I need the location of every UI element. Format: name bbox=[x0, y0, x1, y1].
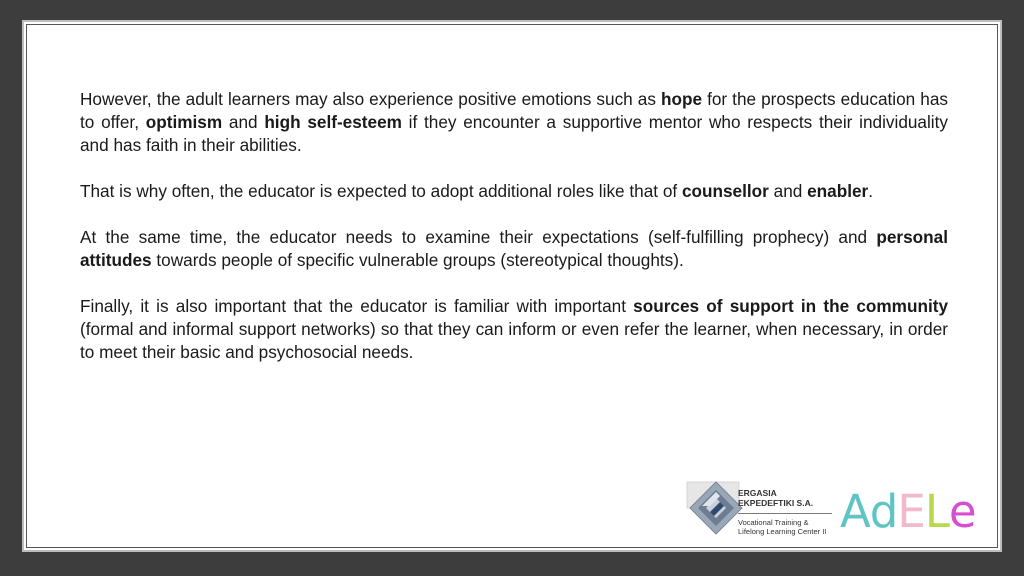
text-run: However, the adult learners may also experience positive emotions such as bbox=[80, 89, 661, 109]
adele-logo bbox=[840, 487, 976, 537]
adele-letter: L bbox=[924, 485, 949, 538]
bold-text-run: sources of support in the community bbox=[633, 296, 948, 316]
ergasia-emblem-icon bbox=[686, 478, 746, 538]
text-run: if they encounter a supportive mentor who respects their individuality and has faith in their abilities. bbox=[80, 112, 948, 155]
text-run: towards people of specific vulnerable groups (stereotypical thoughts). bbox=[151, 250, 684, 270]
slide-body-text bbox=[80, 88, 948, 387]
ergasia-sub-line2: Lifelong Learning Center II bbox=[738, 527, 827, 536]
bold-text-run: counsellor bbox=[681, 181, 769, 201]
paragraph bbox=[80, 88, 948, 157]
text-run: At the same time, the educator needs to examine their expectations (self-fulfilling prophecy) and bbox=[80, 227, 877, 247]
paragraph bbox=[80, 226, 948, 272]
adele-letter: d bbox=[869, 485, 898, 538]
paragraph bbox=[80, 295, 948, 364]
text-run: . bbox=[868, 181, 874, 201]
paragraph bbox=[80, 180, 948, 203]
bold-text-run: personal attitudes bbox=[80, 227, 948, 270]
text-run: That is why often, the educator is expected to adopt additional roles like that of bbox=[80, 181, 682, 201]
text-run: Finally, it is also important that the educator is familiar with important bbox=[80, 296, 634, 316]
bold-text-run: optimism bbox=[145, 112, 223, 132]
ergasia-divider bbox=[738, 513, 832, 514]
text-run: and bbox=[768, 181, 808, 201]
ergasia-subtitle bbox=[738, 518, 826, 536]
text-run: for the prospects education has to offer, bbox=[80, 89, 948, 132]
bold-text-run: enabler bbox=[807, 181, 869, 201]
ergasia-logo bbox=[686, 474, 838, 542]
bold-text-run: hope bbox=[660, 89, 703, 109]
ergasia-name bbox=[738, 488, 813, 508]
adele-letter: e bbox=[948, 485, 976, 538]
slide bbox=[22, 20, 1002, 552]
adele-letter: A bbox=[840, 485, 870, 538]
ergasia-name-line2: EKPEDEFTIKI S.A. bbox=[738, 498, 814, 508]
ergasia-name-line1: ERGASIA bbox=[738, 488, 777, 498]
ergasia-sub-line1: Vocational Training & bbox=[738, 518, 809, 527]
adele-letter: E bbox=[897, 485, 925, 538]
text-run: (formal and informal support networks) so that they can inform or even refer the learner, when necessary, in order to meet their basic and psychosocial needs. bbox=[80, 319, 948, 362]
bold-text-run: high self-esteem bbox=[264, 112, 402, 132]
text-run: and bbox=[222, 112, 265, 132]
